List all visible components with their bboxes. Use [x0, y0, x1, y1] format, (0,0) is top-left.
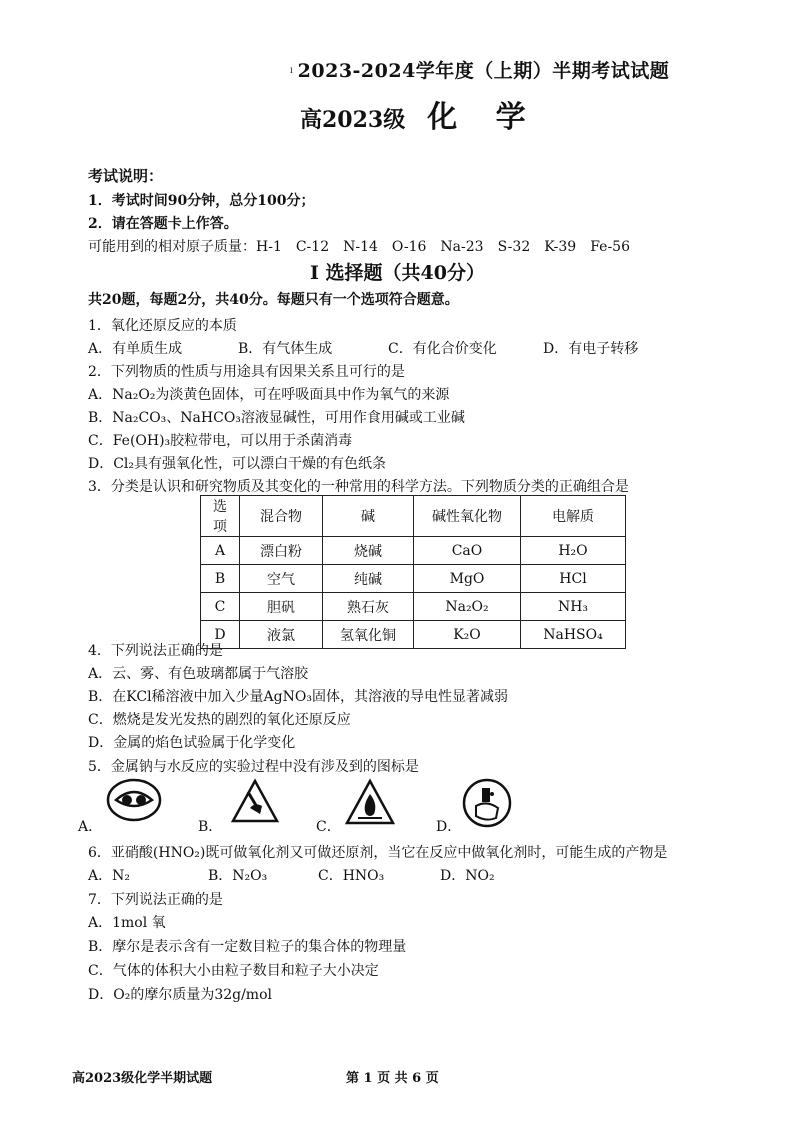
- option-a: A．N₂: [88, 868, 130, 884]
- option-b: B．Na₂CO₃、NaHCO₃溶液显碱性，可用作食用碱或工业碱: [88, 410, 465, 426]
- goggles-icon: [106, 778, 162, 822]
- question-stem: 4．下列说法正确的是: [88, 643, 223, 659]
- table-row: [201, 593, 626, 621]
- section-title: Ⅰ 选择题（共40分）: [310, 262, 485, 284]
- option-b: B．N₂O₃: [208, 868, 268, 884]
- table-row: [201, 621, 626, 649]
- instructions-heading: 考试说明：: [88, 167, 164, 185]
- question-stem: 5．金属钠与水反应的实验过程中没有涉及到的图标是: [88, 759, 419, 775]
- question-options: [88, 865, 495, 885]
- section-note: 共20题，每题2分，共40分。每题只有一个选项符合题意。: [88, 292, 459, 308]
- option-c: C．: [316, 819, 341, 835]
- table-cell: Na₂O₂: [414, 593, 521, 621]
- option-a: A．有单质生成: [88, 341, 183, 357]
- table-header-row: [201, 496, 626, 537]
- table-cell: A: [201, 537, 240, 565]
- table-row: [201, 537, 626, 565]
- subject-label: 化 学: [427, 100, 540, 135]
- page-number: 第 1 页 共 6 页: [346, 1071, 439, 1086]
- hazard-icons: [78, 778, 638, 838]
- table-cell: 液氯: [240, 621, 323, 649]
- option-a: A．: [78, 819, 103, 835]
- question-stem: 1．氧化还原反应的本质: [88, 318, 237, 334]
- table-cell: 烧碱: [323, 537, 414, 565]
- table-header: 混合物: [240, 496, 323, 537]
- table-cell: C: [201, 593, 240, 621]
- question-stem: 7．下列说法正确的是: [88, 892, 223, 908]
- table-cell: D: [201, 621, 240, 649]
- table-cell: 胆矾: [240, 593, 323, 621]
- option-d: D．: [436, 819, 462, 835]
- table-header: 碱性氧化物: [414, 496, 521, 537]
- flame-icon: [344, 778, 396, 826]
- table-cell: NaHSO₄: [521, 621, 626, 649]
- option-b: B．摩尔是表示含有一定数目粒子的集合体的物理量: [88, 939, 407, 955]
- option-d: D．Cl₂具有强氧化性，可以漂白干燥的有色纸条: [88, 456, 387, 472]
- option-d: D．NO₂: [440, 868, 495, 884]
- table-cell: 空气: [240, 565, 323, 593]
- option-d: D．O₂的摩尔质量为32g/mol: [88, 987, 272, 1003]
- table-cell: K₂O: [414, 621, 521, 649]
- instruction-item: 2．请在答题卡上作答。: [88, 216, 238, 232]
- table-cell: MgO: [414, 565, 521, 593]
- question-stem: 3．分类是认识和研究物质及其变化的一种常用的科学方法。下列物质分类的正确组合是: [88, 479, 629, 495]
- question-stem: 6．亚硝酸(HNO₂)既可做氧化剂又可做还原剂，当它在反应中做氧化剂时，可能生成的产物是: [88, 845, 668, 861]
- exam-subtitle: [300, 92, 540, 136]
- sharp-object-icon: [230, 778, 280, 824]
- footer-title: 高2023级化学半期试题: [72, 1071, 213, 1086]
- table-cell: 氢氧化铜: [323, 621, 414, 649]
- grade-label: 高2023级: [300, 107, 406, 133]
- question-stem: 2．下列物质的性质与用途具有因果关系且可行的是: [88, 364, 405, 380]
- table-cell: B: [201, 565, 240, 593]
- table-cell: CaO: [414, 537, 521, 565]
- option-d: D．有电子转移: [543, 341, 639, 357]
- table-header: 选项: [201, 496, 240, 537]
- question-options: [88, 338, 638, 358]
- option-c: C．燃烧是发光发热的剧烈的氧化还原反应: [88, 712, 351, 728]
- table-cell: 纯碱: [323, 565, 414, 593]
- option-a: A．Na₂O₂为淡黄色固体，可在呼吸面具中作为氧气的来源: [88, 387, 450, 403]
- table-header: 碱: [323, 496, 414, 537]
- option-c: C．HNO₃: [318, 868, 385, 884]
- option-c: C．有化合价变化: [388, 341, 497, 357]
- option-b: B．: [198, 819, 223, 835]
- option-c: C．Fe(OH)₃胶粒带电，可以用于杀菌消毒: [88, 433, 353, 449]
- table-row: [201, 565, 626, 593]
- table-cell: NH₃: [521, 593, 626, 621]
- option-b: B．有气体生成: [238, 341, 333, 357]
- option-c: C．气体的体积大小由粒子数目和粒子大小决定: [88, 963, 379, 979]
- table-header: 电解质: [521, 496, 626, 537]
- instruction-item: 1．考试时间90分钟，总分100分；: [88, 193, 315, 209]
- hand-wash-icon: [462, 778, 512, 828]
- classification-table: [200, 495, 626, 649]
- table-cell: 漂白粉: [240, 537, 323, 565]
- table-cell: HCl: [521, 565, 626, 593]
- table-cell: H₂O: [521, 537, 626, 565]
- option-a: A．云、雾、有色玻璃都属于气溶胶: [88, 666, 309, 682]
- option-d: D．金属的焰色试验属于化学变化: [88, 735, 296, 751]
- atomic-masses: 可能用到的相对原子质量：H-1 C-12 N-14 O-16 Na-23 S-32 K-39 Fe-56: [88, 239, 630, 255]
- option-a: A．1mol 氧: [88, 915, 166, 931]
- option-b: B．在KCl稀溶液中加入少量AgNO₃固体，其溶液的导电性显著减弱: [88, 689, 508, 705]
- table-cell: 熟石灰: [323, 593, 414, 621]
- exam-title: ˡ 2023-2024学年度（上期）半期考试试题: [290, 60, 670, 82]
